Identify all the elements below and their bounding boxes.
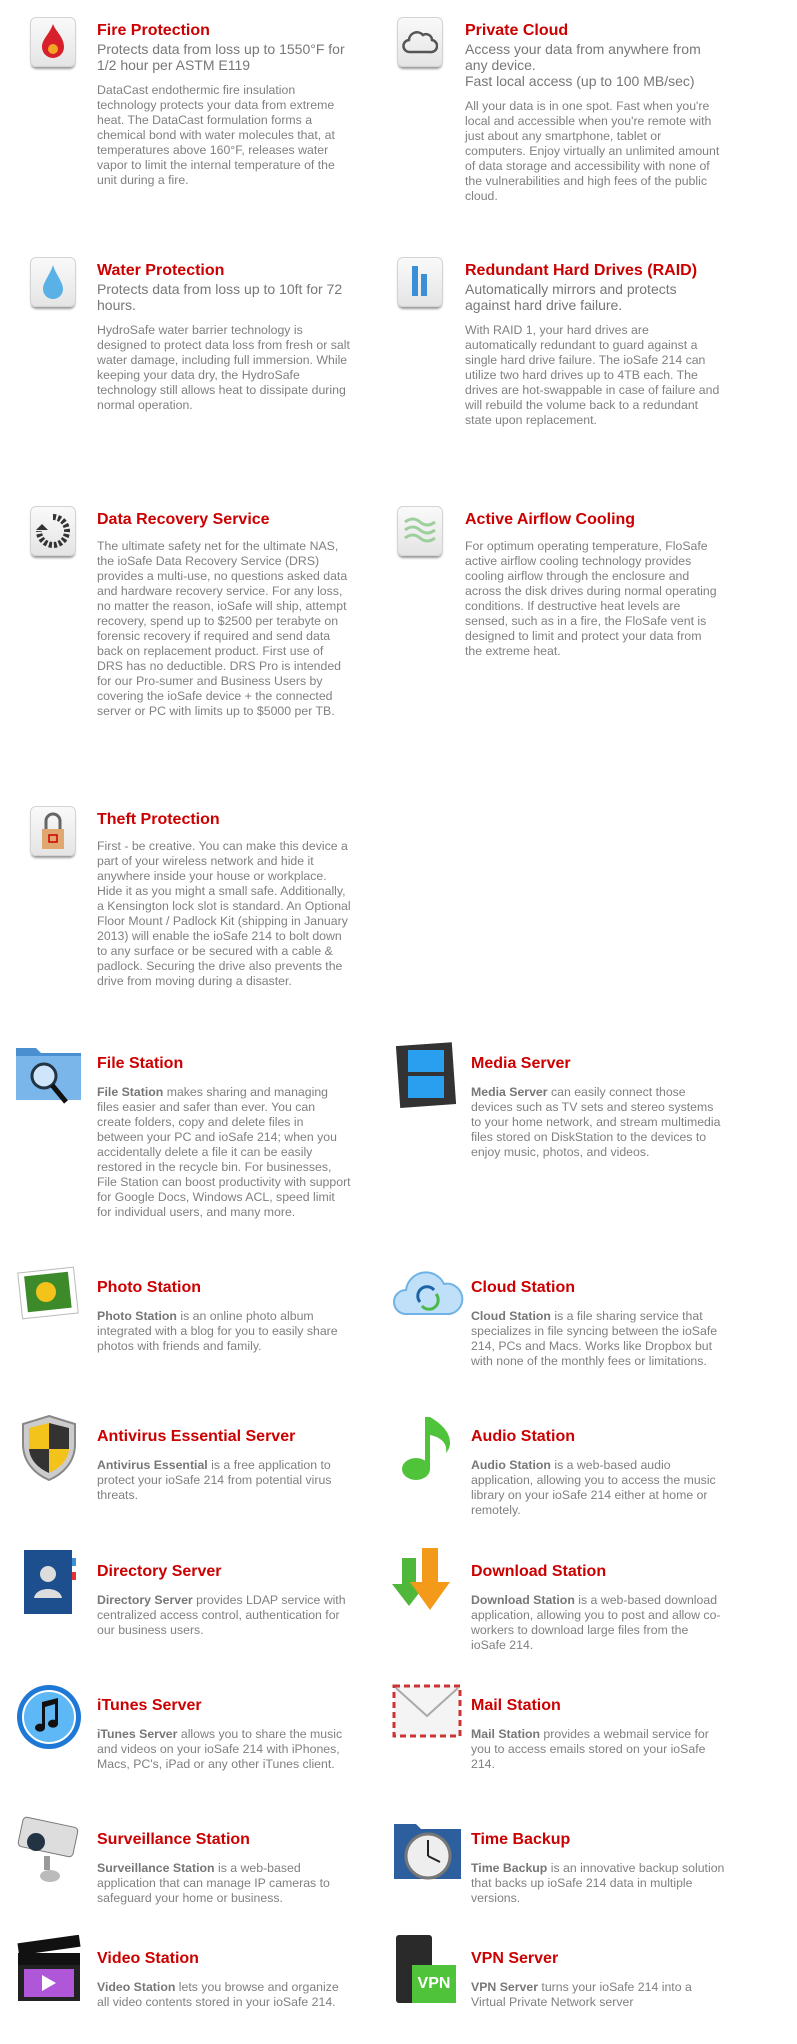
- app-body: [471, 1980, 726, 2010]
- app-title: Media Server: [471, 1055, 571, 1072]
- feature-body: All your data is in one spot. Fast when you're local and accessible when you're remote with just about any smartphone, tablet or computers. Enjoy virtually an unlimited amount of data storage and accessibility with none of the vulnerabilities and high fees of the public cloud.: [465, 99, 720, 203]
- feature-body: With RAID 1, your hard drives are automatically redundant to guard against a single hard drive failure. The ioSafe 214 can utilize two hard drives up to 4TB each. The drives are hot-swappable in case of failure and will rebuild the volume back to a redundant state upon replacement.: [465, 323, 720, 427]
- app-title: Surveillance Station: [97, 1831, 250, 1848]
- feature-title: Theft Protection: [97, 811, 220, 828]
- app-title: Antivirus Essential Server: [97, 1428, 296, 1445]
- address-book-icon: [14, 1548, 84, 1623]
- photo-station-icon: [14, 1264, 84, 1333]
- water-drop-icon: [30, 257, 76, 307]
- app-lead: Video Station: [97, 1980, 176, 1994]
- app-body: [471, 1861, 726, 1906]
- security-camera-icon: [14, 1816, 84, 1891]
- app-description: makes sharing and managing files easier and safer than ever. You can create folders, copy and delete files in between your PC and ioSafe 214; when you accidentally delete a file it can be easily restored in the recycle bin. For businesses, File Station can boost productivity with support for Google Docs, Windows ACL, speed limit for individual users, and many more.: [97, 1085, 351, 1219]
- airflow-icon: [397, 506, 443, 556]
- app-lead: Photo Station: [97, 1309, 177, 1323]
- app-description: lets you browse and organize all video contents stored in your ioSafe 214.: [97, 1980, 339, 2009]
- app-description: is an online photo album integrated with a blog for you to easily share photos with friends and family.: [97, 1309, 338, 1353]
- app-lead: Audio Station: [471, 1458, 551, 1472]
- app-lead: Media Server: [471, 1085, 548, 1099]
- app-description: provides LDAP service with centralized access control, authentication for our business users.: [97, 1593, 346, 1637]
- app-body: [471, 1727, 726, 1772]
- fire-icon: [30, 17, 76, 67]
- app-lead: VPN Server: [471, 1980, 538, 1994]
- vpn-badge: VPN: [412, 1965, 456, 2003]
- feature-body: For optimum operating temperature, FloSafe active airflow cooling technology provides cooling airflow through the enclosure and across the disk drives during normal operating conditions. If destructive heat levels are sensed, such as in a fire, the FloSafe vent is designed to limit and protect your data from the extreme heat.: [465, 539, 717, 658]
- app-body: [97, 1861, 352, 1906]
- app-title: iTunes Server: [97, 1697, 202, 1714]
- app-lead: Mail Station: [471, 1727, 541, 1741]
- app-description: is a free application to protect your ioSafe 214 from potential virus threats.: [97, 1458, 332, 1502]
- feature-subtitle: Protects data from loss up to 10ft for 72 hours.: [97, 281, 343, 313]
- app-title: Video Station: [97, 1950, 199, 1967]
- app-description: is a web-based download application, allowing you to post and allow co-workers to download large files from the ioSafe 214.: [471, 1593, 721, 1652]
- app-title: Cloud Station: [471, 1279, 575, 1296]
- media-server-icon: [392, 1040, 462, 1115]
- feature-subtitle: Protects data from loss up to 1550°F for 1/2 hour per ASTM E119: [97, 41, 345, 73]
- app-body: [97, 1593, 352, 1638]
- feature-title: Private Cloud: [465, 22, 569, 39]
- app-lead: Download Station: [471, 1593, 575, 1607]
- app-description: is a file sharing service that specializes in file syncing between the ioSafe 214, PCs and Macs. Works like Dropbox but with none of the monthly fees or limitations.: [471, 1309, 718, 1368]
- feature-body: DataCast endothermic fire insulation technology protects your data from extreme heat. The DataCast formulation forms a chemical bond with water molecules that, at temperatures above 160°F, releases water vapor to limit the internal temperature of the unit during a fire.: [97, 83, 335, 187]
- app-description: turns your ioSafe 214 into a Virtual Private Network server: [471, 1980, 692, 2009]
- app-description: provides a webmail service for you to access emails stored on your ioSafe 214.: [471, 1727, 709, 1771]
- app-title: Directory Server: [97, 1563, 222, 1580]
- app-title: Audio Station: [471, 1428, 575, 1445]
- app-description: is a web-based application that can manage IP cameras to safeguard your home or business.: [97, 1861, 330, 1905]
- app-description: can easily connect those devices such as TV sets and stereo systems to your home network, and stream multimedia files stored on DiskStation to the devices to enjoy music, photos, and videos.: [471, 1085, 721, 1159]
- cloud-outline-icon: [397, 17, 443, 67]
- feature-title: Active Airflow Cooling: [465, 511, 636, 528]
- download-arrows-icon: [392, 1548, 462, 1623]
- app-body: [471, 1458, 726, 1518]
- app-title: Download Station: [471, 1563, 607, 1580]
- app-title: Time Backup: [471, 1831, 571, 1848]
- feature-subtitle: Automatically mirrors and protects against hard drive failure.: [465, 281, 677, 313]
- app-body: [97, 1727, 352, 1772]
- app-description: allows you to share the music and videos on your ioSafe 214 with iPhones, Macs, PC's, iPad or any other iTunes client.: [97, 1727, 343, 1771]
- app-body: [471, 1593, 726, 1653]
- mail-envelope-icon: [392, 1682, 462, 1747]
- app-body: [97, 1309, 352, 1354]
- cloud-station-icon: [392, 1264, 464, 1333]
- app-body: [97, 1458, 352, 1503]
- app-lead: Directory Server: [97, 1593, 193, 1607]
- feature-title: Fire Protection: [97, 22, 210, 39]
- app-title: VPN Server: [471, 1950, 559, 1967]
- app-lead: File Station: [97, 1085, 164, 1099]
- app-title: File Station: [97, 1055, 184, 1072]
- app-title: Mail Station: [471, 1697, 561, 1714]
- recovery-spinner-icon: [30, 506, 76, 556]
- app-body: [471, 1085, 726, 1160]
- app-lead: Surveillance Station: [97, 1861, 215, 1875]
- feature-body: The ultimate safety net for the ultimate NAS, the ioSafe Data Recovery Service (DRS) provides a multi-use, no questions asked data and hardware recovery service. For any loss, no matter the reason, ioSafe will ship, attempt recovery, spend up to $2500 per terabyte on forensic recovery if required and send data back on replacement product. First use of DRS has no deductible. DRS Pro is intended for our Pro-sumer and Business Users by covering the ioSafe device + the connected server or PC with limits up to $5000 per TB.: [97, 539, 348, 718]
- app-body: [471, 1309, 726, 1369]
- app-lead: Cloud Station: [471, 1309, 551, 1323]
- feature-subtitle: Access your data from anywhere from any device.: [465, 41, 701, 73]
- feature-title: Data Recovery Service: [97, 511, 270, 528]
- vpn-server-icon: [392, 1935, 458, 2005]
- time-backup-icon: [392, 1816, 464, 1891]
- app-title: Photo Station: [97, 1279, 201, 1296]
- app-lead: Time Backup: [471, 1861, 548, 1875]
- app-body: [97, 1980, 352, 2010]
- app-lead: iTunes Server: [97, 1727, 178, 1741]
- app-body: [97, 1085, 352, 1220]
- app-description: is an innovative backup solution that backs up ioSafe 214 data in multiple versions.: [471, 1861, 725, 1905]
- feature-body: HydroSafe water barrier technology is designed to protect data loss from fresh or salt water damage, including full immersion. While keeping your data dry, the HydroSafe technology still allows heat to dissipate during normal operation.: [97, 323, 350, 412]
- feature-body: First - be creative. You can make this device a part of your wireless network and hide it anywhere inside your house or workplace. Hide it as you might a small safe. Additionally, a Kensington lock slot is standard. An Optional Floor Mount / Padlock Kit (shipping in January 2013) will enable the ioSafe 214 to bolt down to any surface or be secured with a cable & padlock. Securing the drive also prevents the drive from moving during a disaster.: [97, 839, 351, 988]
- antivirus-shield-icon: [14, 1413, 84, 1488]
- padlock-icon: [30, 806, 76, 856]
- itunes-icon: [14, 1682, 84, 1757]
- hard-drives-icon: [397, 257, 443, 307]
- feature-title: Redundant Hard Drives (RAID): [465, 262, 698, 279]
- video-clapper-icon: [14, 1935, 84, 2010]
- feature-title: Water Protection: [97, 262, 225, 279]
- feature-subtitle-2: Fast local access (up to 100 MB/sec): [465, 73, 695, 89]
- file-station-icon: [14, 1040, 84, 1115]
- app-lead: Antivirus Essential: [97, 1458, 208, 1472]
- app-description: is a web-based audio application, allowing you to access the music library on your ioSafe 214 either at home or remotely.: [471, 1458, 716, 1517]
- music-note-icon: [392, 1413, 462, 1488]
